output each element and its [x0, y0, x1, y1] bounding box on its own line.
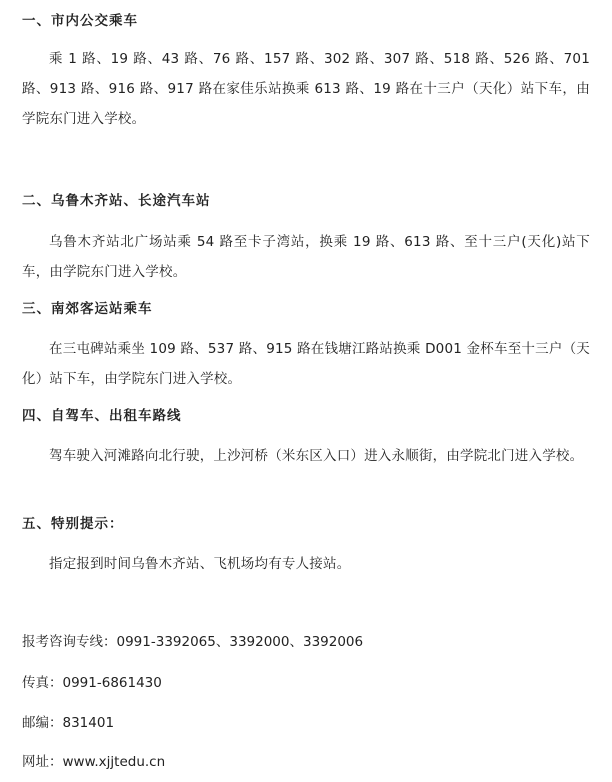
- contact-postcode: 邮编：831401: [22, 715, 115, 731]
- contact-website: 网址：www.xjjtedu.cn: [22, 754, 166, 770]
- section-heading-south-bus-station: 三、南郊客运站乘车: [22, 301, 153, 317]
- section-heading-special-notice: 五、特别提示：: [22, 516, 124, 532]
- section-heading-city-bus: 一、市内公交乘车: [22, 13, 138, 29]
- section-body-special-notice: 指定报到时间乌鲁木齐站、飞机场均有专人接站。: [49, 556, 351, 572]
- section-body-driving-taxi: 驾车驶入河滩路向北行驶，上沙河桥（米东区入口）进入永顺街，由学院北门进入学校。: [49, 448, 584, 464]
- section-body-railway-station: 乌鲁木齐站北广场站乘 54 路至卡子湾站，换乘 19 路、613 路、至十三户(天化)站下车，由学院东门进入学校。: [22, 234, 590, 280]
- section-body-city-bus: 乘 1 路、19 路、43 路、76 路、157 路、302 路、307 路、518 路、526 路、701 路、913 路、916 路、917 路在家佳乐站换乘 613 路、19 路在十三户（天化）站下车，由学院东门进入学校。: [22, 51, 590, 127]
- section-heading-railway-station: 二、乌鲁木齐站、长途汽车站: [22, 193, 211, 209]
- section-heading-driving-taxi: 四、自驾车、出租车路线: [22, 408, 182, 424]
- section-body-south-bus-station: 在三屯碑站乘坐 109 路、537 路、915 路在钱塘江路站换乘 D001 金杯车至十三户（天化）站下车，由学院东门进入学校。: [22, 341, 590, 387]
- contact-hotline: 报考咨询专线：0991-3392065、3392000、3392006: [22, 634, 364, 650]
- contact-fax: 传真：0991-6861430: [22, 675, 162, 691]
